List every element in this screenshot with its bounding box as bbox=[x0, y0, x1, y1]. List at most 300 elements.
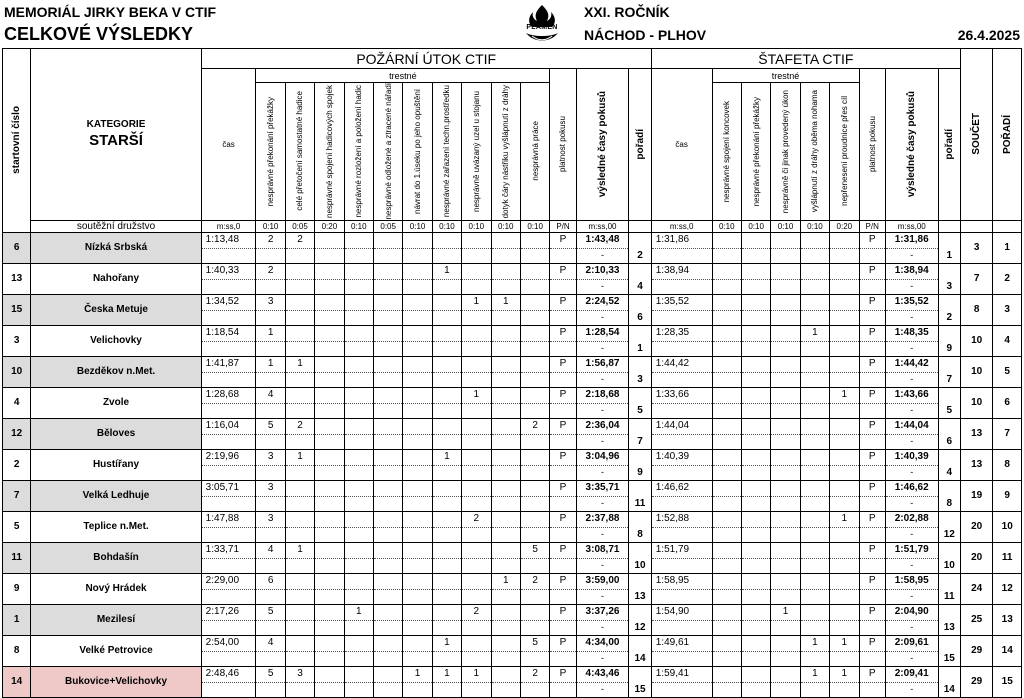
attack-penalty bbox=[344, 666, 373, 697]
total-sum: 13 bbox=[960, 418, 992, 449]
attack-penalty bbox=[344, 232, 373, 263]
relay-rank: 9 bbox=[938, 325, 960, 356]
start-number: 1 bbox=[3, 604, 31, 635]
relay-penalty-unit: 0:10 bbox=[712, 220, 741, 232]
relay-penalty bbox=[830, 573, 859, 604]
attack-penalty bbox=[520, 604, 549, 635]
overall-rank: 6 bbox=[993, 387, 1022, 418]
relay-penalty bbox=[741, 449, 770, 480]
attack-penalty bbox=[373, 325, 402, 356]
attack-rank: 15 bbox=[629, 666, 651, 697]
attack-penalty bbox=[285, 294, 314, 325]
relay-time-header: čas bbox=[651, 69, 712, 221]
relay-result-dash: - bbox=[910, 373, 914, 384]
attack-rank: 3 bbox=[629, 356, 651, 387]
attack-penalty: 3 bbox=[256, 511, 285, 542]
relay-final-header: výsledné časy pokusů bbox=[885, 69, 938, 221]
attack-penalty bbox=[373, 480, 402, 511]
attack-time: 1:28,68 bbox=[201, 387, 256, 418]
relay-result-value: 1:51,79 bbox=[894, 543, 929, 555]
attack-penalty bbox=[491, 542, 520, 573]
attack-result bbox=[576, 263, 629, 294]
attack-rank: 14 bbox=[629, 635, 651, 666]
attack-penalty bbox=[432, 511, 461, 542]
attack-penalty bbox=[373, 263, 402, 294]
attack-result-dash: - bbox=[601, 683, 604, 694]
team-name: Velká Ledhuje bbox=[31, 480, 201, 511]
attack-penalty bbox=[315, 387, 344, 418]
attack-penalty bbox=[432, 325, 461, 356]
relay-penalty bbox=[800, 294, 829, 325]
relay-penalty bbox=[741, 604, 770, 635]
relay-result-dash: - bbox=[910, 559, 914, 570]
relay-penalty bbox=[830, 263, 859, 294]
attack-result-value: 1:43,48 bbox=[585, 233, 620, 245]
attack-penalty bbox=[403, 263, 432, 294]
relay-rank: 11 bbox=[938, 573, 960, 604]
attack-penalty: 1 bbox=[462, 387, 491, 418]
attack-penalty bbox=[432, 418, 461, 449]
attack-penalty: 2 bbox=[285, 232, 314, 263]
attack-result bbox=[576, 387, 629, 418]
attack-penalty bbox=[285, 511, 314, 542]
relay-penalty bbox=[800, 573, 829, 604]
attack-penalty: 2 bbox=[256, 232, 285, 263]
relay-penalty bbox=[830, 449, 859, 480]
overall-rank: 4 bbox=[993, 325, 1022, 356]
attack-penalty: 1 bbox=[285, 356, 314, 387]
relay-rank: 5 bbox=[938, 387, 960, 418]
attack-penalty bbox=[373, 387, 402, 418]
attack-penalty: 1 bbox=[344, 604, 373, 635]
attack-result-value: 1:56,87 bbox=[585, 357, 620, 369]
attack-result bbox=[576, 294, 629, 325]
relay-result-value: 2:02,88 bbox=[894, 512, 929, 524]
attack-penalties-header: trestné bbox=[256, 69, 550, 83]
relay-penalty bbox=[771, 356, 800, 387]
relay-rank: 14 bbox=[938, 666, 960, 697]
attack-result-value: 2:36,04 bbox=[585, 419, 620, 431]
relay-rank: 10 bbox=[938, 542, 960, 573]
relay-penalty bbox=[712, 573, 741, 604]
attack-penalty bbox=[403, 325, 432, 356]
event-title: MEMORIÁL JIRKY BEKA V CTIF bbox=[4, 4, 217, 20]
overall-rank: 12 bbox=[993, 573, 1022, 604]
relay-penalty bbox=[771, 387, 800, 418]
attack-penalty bbox=[520, 263, 549, 294]
attack-time: 2:48,46 bbox=[201, 666, 256, 697]
relay-penalty bbox=[771, 232, 800, 263]
relay-rank: 13 bbox=[938, 604, 960, 635]
relay-result-dash: - bbox=[910, 590, 914, 601]
start-number: 8 bbox=[3, 635, 31, 666]
attack-result-dash: - bbox=[601, 466, 604, 477]
relay-penalty bbox=[800, 418, 829, 449]
relay-result-value: 2:09,61 bbox=[894, 636, 929, 648]
overall-rank: 10 bbox=[993, 511, 1022, 542]
attack-penalty bbox=[462, 573, 491, 604]
team-name: Zvole bbox=[31, 387, 201, 418]
relay-time: 1:40,39 bbox=[651, 449, 712, 480]
attack-penalty-unit: 0:10 bbox=[256, 220, 285, 232]
relay-result-value: 1:44,42 bbox=[894, 357, 929, 369]
attack-result bbox=[576, 666, 629, 697]
team-name: Bohdašín bbox=[31, 542, 201, 573]
attack-time: 1:13,48 bbox=[201, 232, 256, 263]
attack-penalty: 4 bbox=[256, 635, 285, 666]
relay-penalty bbox=[712, 325, 741, 356]
attack-penalty bbox=[344, 635, 373, 666]
attack-rank: 6 bbox=[629, 294, 651, 325]
overall-unit bbox=[993, 220, 1022, 232]
total-sum: 29 bbox=[960, 635, 992, 666]
attack-result-dash: - bbox=[601, 528, 604, 539]
relay-result bbox=[885, 573, 938, 604]
relay-penalty-header: nesprávné překonání překážky bbox=[741, 83, 770, 221]
attack-penalty bbox=[344, 325, 373, 356]
table-row bbox=[3, 294, 1022, 325]
attack-time: 2:29,00 bbox=[201, 573, 256, 604]
attack-penalty: 1 bbox=[432, 666, 461, 697]
relay-result-value: 1:43,66 bbox=[894, 388, 929, 400]
relay-time: 1:38,94 bbox=[651, 263, 712, 294]
attack-penalty bbox=[315, 449, 344, 480]
relay-penalty-unit: 0:20 bbox=[830, 220, 859, 232]
relay-result-dash: - bbox=[910, 621, 914, 632]
table-row bbox=[3, 542, 1022, 573]
team-name: Hustířany bbox=[31, 449, 201, 480]
attack-penalty bbox=[432, 232, 461, 263]
relay-validity: P bbox=[859, 325, 885, 356]
attack-penalty bbox=[344, 263, 373, 294]
attack-result-value: 3:37,26 bbox=[585, 605, 620, 617]
relay-penalty bbox=[830, 542, 859, 573]
attack-result bbox=[576, 232, 629, 263]
attack-penalty-unit: 0:05 bbox=[285, 220, 314, 232]
attack-penalty bbox=[462, 480, 491, 511]
attack-rank-header: pořadí bbox=[629, 69, 651, 221]
attack-penalty bbox=[315, 356, 344, 387]
attack-penalty-unit: 0:10 bbox=[462, 220, 491, 232]
table-row bbox=[3, 356, 1022, 387]
attack-penalty bbox=[285, 573, 314, 604]
relay-result bbox=[885, 542, 938, 573]
results-table bbox=[2, 48, 1022, 698]
attack-validity: P bbox=[550, 635, 576, 666]
relay-penalty bbox=[800, 542, 829, 573]
attack-penalty bbox=[373, 356, 402, 387]
relay-rank: 3 bbox=[938, 263, 960, 294]
relay-rank-header: pořadí bbox=[938, 69, 960, 221]
relay-validity-unit: P/N bbox=[859, 220, 885, 232]
relay-time: 1:59,41 bbox=[651, 666, 712, 697]
relay-penalty bbox=[771, 573, 800, 604]
attack-penalty bbox=[344, 418, 373, 449]
relay-penalty bbox=[741, 294, 770, 325]
team-name: Nízká Srbská bbox=[31, 232, 201, 263]
attack-penalty bbox=[520, 294, 549, 325]
attack-rank: 8 bbox=[629, 511, 651, 542]
attack-penalty bbox=[344, 542, 373, 573]
relay-penalty bbox=[741, 635, 770, 666]
attack-result-dash: - bbox=[601, 342, 604, 353]
attack-penalty bbox=[462, 635, 491, 666]
attack-penalty bbox=[403, 635, 432, 666]
attack-time: 2:19,96 bbox=[201, 449, 256, 480]
table-row bbox=[3, 573, 1022, 604]
attack-penalty: 5 bbox=[520, 635, 549, 666]
attack-penalty bbox=[432, 604, 461, 635]
relay-result-value: 1:40,39 bbox=[894, 450, 929, 462]
relay-result-dash: - bbox=[910, 342, 914, 353]
overall-rank: 1 bbox=[993, 232, 1022, 263]
relay-validity: P bbox=[859, 449, 885, 480]
relay-time: 1:52,88 bbox=[651, 511, 712, 542]
relay-result bbox=[885, 511, 938, 542]
attack-penalty: 3 bbox=[285, 666, 314, 697]
total-sum: 29 bbox=[960, 666, 992, 697]
start-number: 11 bbox=[3, 542, 31, 573]
relay-result bbox=[885, 294, 938, 325]
relay-penalty bbox=[771, 666, 800, 697]
attack-penalty: 2 bbox=[256, 263, 285, 294]
start-number: 10 bbox=[3, 356, 31, 387]
attack-penalty bbox=[432, 356, 461, 387]
date-label: 26.4.2025 bbox=[957, 27, 1020, 43]
attack-penalty: 2 bbox=[285, 418, 314, 449]
attack-penalty bbox=[403, 480, 432, 511]
total-sum: 13 bbox=[960, 449, 992, 480]
relay-penalty bbox=[771, 449, 800, 480]
relay-time: 1:58,95 bbox=[651, 573, 712, 604]
relay-section-title: ŠTAFETA CTIF bbox=[651, 49, 960, 69]
attack-validity: P bbox=[550, 511, 576, 542]
attack-penalty bbox=[491, 480, 520, 511]
relay-penalty-header: nesprávně či jinak provedený úkon bbox=[771, 83, 800, 221]
attack-penalty bbox=[373, 573, 402, 604]
attack-penalty bbox=[344, 294, 373, 325]
attack-result-dash: - bbox=[601, 621, 604, 632]
relay-time: 1:28,35 bbox=[651, 325, 712, 356]
attack-penalty bbox=[403, 604, 432, 635]
attack-result-value: 2:10,33 bbox=[585, 264, 620, 276]
relay-penalty bbox=[771, 418, 800, 449]
relay-result-dash: - bbox=[910, 435, 914, 446]
relay-penalty bbox=[800, 232, 829, 263]
attack-validity: P bbox=[550, 449, 576, 480]
relay-result bbox=[885, 356, 938, 387]
attack-penalty bbox=[491, 232, 520, 263]
attack-penalty-header: celé přetočení samostatné hadice bbox=[285, 83, 314, 221]
attack-penalty bbox=[462, 232, 491, 263]
relay-penalty bbox=[771, 480, 800, 511]
attack-penalty bbox=[285, 480, 314, 511]
attack-result bbox=[576, 356, 629, 387]
relay-result bbox=[885, 480, 938, 511]
total-sum: 7 bbox=[960, 263, 992, 294]
attack-penalty bbox=[462, 449, 491, 480]
sum-unit bbox=[960, 220, 992, 232]
relay-result-value: 1:48,35 bbox=[894, 326, 929, 338]
total-sum: 25 bbox=[960, 604, 992, 635]
attack-result bbox=[576, 418, 629, 449]
relay-penalty bbox=[771, 511, 800, 542]
overall-rank: 13 bbox=[993, 604, 1022, 635]
attack-validity: P bbox=[550, 356, 576, 387]
attack-penalty bbox=[315, 294, 344, 325]
attack-rank: 11 bbox=[629, 480, 651, 511]
attack-validity-unit: P/N bbox=[550, 220, 576, 232]
relay-validity: P bbox=[859, 573, 885, 604]
attack-result-value: 2:24,52 bbox=[585, 295, 620, 307]
attack-result bbox=[576, 635, 629, 666]
attack-validity: P bbox=[550, 387, 576, 418]
table-row bbox=[3, 263, 1022, 294]
attack-penalty bbox=[344, 387, 373, 418]
total-sum: 24 bbox=[960, 573, 992, 604]
attack-penalty bbox=[462, 542, 491, 573]
attack-result-dash: - bbox=[601, 311, 604, 322]
start-number: 4 bbox=[3, 387, 31, 418]
relay-penalty bbox=[800, 604, 829, 635]
relay-penalty bbox=[771, 263, 800, 294]
relay-penalty bbox=[712, 542, 741, 573]
relay-time: 1:33,66 bbox=[651, 387, 712, 418]
relay-penalty-unit: 0:10 bbox=[800, 220, 829, 232]
relay-result-dash: - bbox=[910, 652, 914, 663]
attack-penalty: 3 bbox=[256, 449, 285, 480]
relay-penalty bbox=[741, 480, 770, 511]
attack-penalty bbox=[373, 511, 402, 542]
results-title: CELKOVÉ VÝSLEDKY bbox=[4, 24, 194, 44]
relay-penalty-unit: 0:10 bbox=[771, 220, 800, 232]
relay-result bbox=[885, 418, 938, 449]
relay-penalty bbox=[741, 325, 770, 356]
attack-rank: 1 bbox=[629, 325, 651, 356]
attack-penalty bbox=[403, 294, 432, 325]
attack-penalty bbox=[315, 666, 344, 697]
relay-result-dash: - bbox=[910, 497, 914, 508]
attack-penalty-header: dotyk čáry nástřiku vyšlápnutí z dráhy bbox=[491, 83, 520, 221]
team-name: Mezilesí bbox=[31, 604, 201, 635]
attack-penalty-header: nesprávně uvázaný uzel u stojanu bbox=[462, 83, 491, 221]
venue-label: NÁCHOD - PLHOV bbox=[584, 27, 707, 43]
attack-penalty: 1 bbox=[256, 356, 285, 387]
relay-result bbox=[885, 232, 938, 263]
attack-rank: 13 bbox=[629, 573, 651, 604]
relay-penalty bbox=[830, 604, 859, 635]
attack-penalty bbox=[403, 356, 432, 387]
table-row bbox=[3, 480, 1022, 511]
relay-penalty bbox=[830, 325, 859, 356]
attack-result-value: 4:43,46 bbox=[585, 667, 620, 679]
total-sum: 20 bbox=[960, 542, 992, 573]
start-number: 15 bbox=[3, 294, 31, 325]
relay-result-dash: - bbox=[910, 404, 914, 415]
total-sum: 19 bbox=[960, 480, 992, 511]
attack-penalty: 1 bbox=[462, 666, 491, 697]
attack-result-dash: - bbox=[601, 559, 604, 570]
relay-result bbox=[885, 635, 938, 666]
attack-result bbox=[576, 511, 629, 542]
relay-penalty bbox=[741, 263, 770, 294]
overall-rank: 15 bbox=[993, 666, 1022, 697]
relay-penalty bbox=[712, 635, 741, 666]
relay-validity: P bbox=[859, 604, 885, 635]
attack-penalty bbox=[491, 635, 520, 666]
attack-time: 2:54,00 bbox=[201, 635, 256, 666]
relay-validity: P bbox=[859, 511, 885, 542]
attack-penalty bbox=[403, 511, 432, 542]
relay-penalty bbox=[741, 542, 770, 573]
relay-penalty: 1 bbox=[830, 666, 859, 697]
team-name: Bukovice+Velichovky bbox=[31, 666, 201, 697]
attack-penalty: 2 bbox=[520, 573, 549, 604]
attack-result bbox=[576, 325, 629, 356]
attack-penalty-unit: 0:05 bbox=[373, 220, 402, 232]
start-number: 2 bbox=[3, 449, 31, 480]
attack-penalty-unit: 0:10 bbox=[491, 220, 520, 232]
team-name: Česka Metuje bbox=[31, 294, 201, 325]
table-row bbox=[3, 511, 1022, 542]
relay-penalty bbox=[830, 294, 859, 325]
relay-penalty bbox=[712, 604, 741, 635]
attack-penalty bbox=[315, 480, 344, 511]
attack-penalty bbox=[520, 480, 549, 511]
attack-time: 3:05,71 bbox=[201, 480, 256, 511]
relay-penalty bbox=[712, 666, 741, 697]
relay-penalty-header: nepřenesení proudnice přes cíl bbox=[830, 83, 859, 221]
attack-penalty bbox=[403, 449, 432, 480]
attack-rank: 10 bbox=[629, 542, 651, 573]
relay-rank: 2 bbox=[938, 294, 960, 325]
team-name: Běloves bbox=[31, 418, 201, 449]
relay-penalty bbox=[741, 356, 770, 387]
attack-time-header: čas bbox=[201, 69, 256, 221]
relay-penalty bbox=[800, 449, 829, 480]
attack-result-value: 3:04,96 bbox=[585, 450, 620, 462]
relay-rank: 15 bbox=[938, 635, 960, 666]
attack-penalty bbox=[344, 511, 373, 542]
attack-penalty bbox=[344, 356, 373, 387]
attack-penalty bbox=[315, 511, 344, 542]
relay-validity: P bbox=[859, 356, 885, 387]
attack-result-dash: - bbox=[601, 404, 604, 415]
attack-penalty bbox=[462, 263, 491, 294]
attack-penalty: 1 bbox=[432, 263, 461, 294]
relay-result bbox=[885, 387, 938, 418]
relay-validity: P bbox=[859, 480, 885, 511]
attack-penalty: 6 bbox=[256, 573, 285, 604]
category-label: KATEGORIE bbox=[86, 119, 146, 131]
attack-penalty bbox=[373, 542, 402, 573]
relay-result-dash: - bbox=[910, 280, 914, 291]
attack-penalty: 1 bbox=[285, 542, 314, 573]
table-row bbox=[3, 604, 1022, 635]
attack-rank: 9 bbox=[629, 449, 651, 480]
category-name: STARŠÍ bbox=[89, 132, 143, 150]
attack-penalty: 5 bbox=[520, 542, 549, 573]
relay-penalty: 1 bbox=[830, 511, 859, 542]
attack-penalty-header: návrat do 1.úseku po jeho opuštění bbox=[403, 83, 432, 221]
attack-validity: P bbox=[550, 325, 576, 356]
attack-penalty: 3 bbox=[256, 480, 285, 511]
attack-penalty bbox=[520, 511, 549, 542]
attack-result-dash: - bbox=[601, 373, 604, 384]
attack-penalty bbox=[315, 573, 344, 604]
relay-validity: P bbox=[859, 232, 885, 263]
relay-rank: 7 bbox=[938, 356, 960, 387]
